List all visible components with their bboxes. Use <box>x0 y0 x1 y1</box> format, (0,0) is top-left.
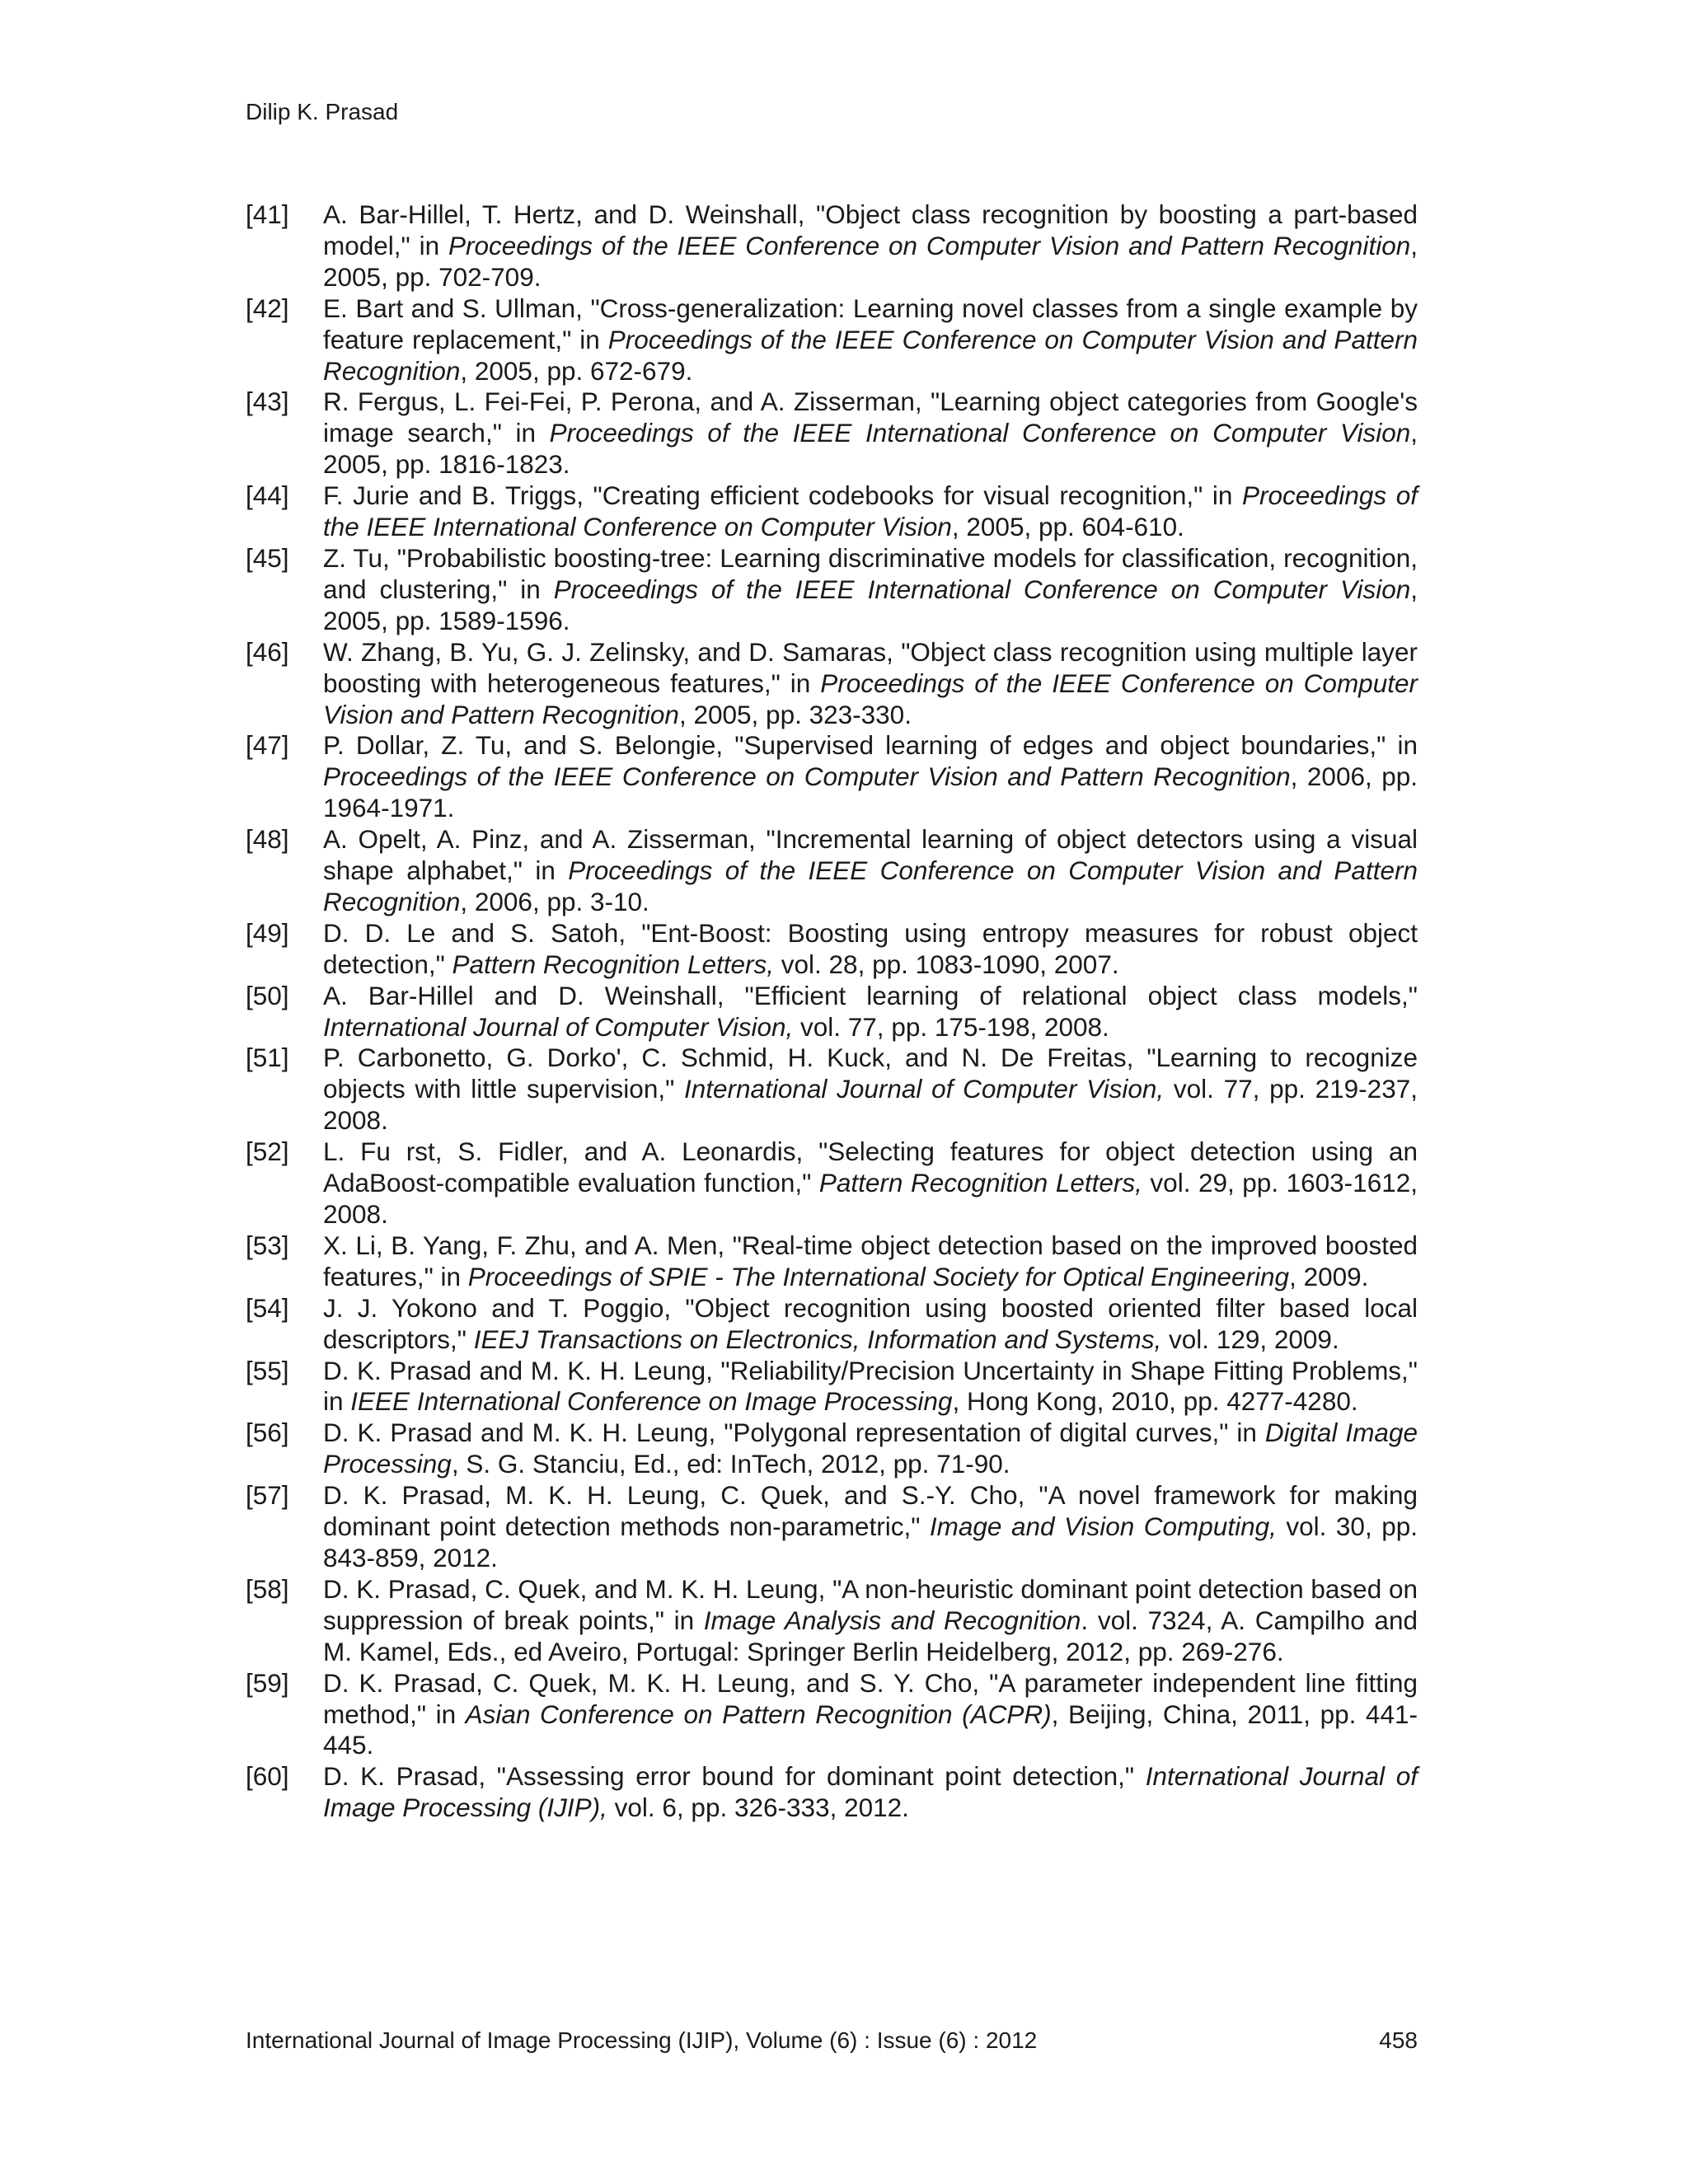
reference-venue: Proceedings of SPIE - The International Society for Optical Engineering <box>467 1261 1290 1291</box>
reference-details: , 2006, pp. 1964-1971. <box>323 762 1418 823</box>
reference-details: , 2005, pp. 604-610. <box>951 512 1184 542</box>
reference-item <box>246 1043 1418 1137</box>
reference-venue: Image and Vision Computing, <box>929 1511 1277 1542</box>
reference-authors-title: F. Jurie and B. Triggs, "Creating efficient codebooks for visual recognition," in <box>323 480 1243 511</box>
reference-text <box>323 1418 1418 1480</box>
reference-details: , 2006, pp. 3-10. <box>460 886 649 916</box>
reference-item <box>246 1230 1418 1293</box>
reference-item <box>246 1668 1418 1762</box>
reference-item <box>246 1480 1418 1574</box>
reference-item <box>246 981 1418 1043</box>
running-footer-journal: International Journal of Image Processing (IJIP), Volume (6) : Issue (6) : 2012 <box>246 2027 1038 2053</box>
reference-authors-title: D. K. Prasad, M. K. H. Leung, C. Quek, and S.-Y. Cho, "A novel framework for making dominant point detection methods non-parametric," <box>323 1480 1418 1542</box>
reference-number: [56] <box>246 1418 289 1448</box>
reference-venue: Proceedings of the IEEE Conference on Computer Vision and Pattern Recognition <box>323 668 1418 729</box>
reference-venue: Proceedings of the IEEE International Conference on Computer Vision <box>549 418 1411 448</box>
reference-authors-title: E. Bart and S. Ullman, "Cross-generalization: Learning novel classes from a single example by feature replacement," in <box>323 293 1418 354</box>
reference-authors-title: X. Li, B. Yang, F. Zhu, and A. Men, "Real-time object detection based on the improved boosted features," in <box>323 1230 1418 1291</box>
reference-text <box>323 1293 1418 1356</box>
reference-authors-title: D. D. Le and S. Satoh, "Ent-Boost: Boosting using entropy measures for robust object detection," <box>323 917 1418 979</box>
reference-details: , Hong Kong, 2010, pp. 4277-4280. <box>952 1386 1358 1417</box>
reference-list <box>246 199 1418 1824</box>
reference-text <box>323 1137 1418 1230</box>
reference-item <box>246 1137 1418 1230</box>
reference-details: vol. 29, pp. 1603-1612, 2008. <box>323 1168 1418 1229</box>
reference-item <box>246 480 1418 543</box>
reference-number: [58] <box>246 1573 289 1604</box>
reference-venue: Proceedings of the IEEE International Conference on Computer Vision <box>323 480 1418 542</box>
reference-number: [45] <box>246 542 289 573</box>
reference-details: vol. 30, pp. 843-859, 2012. <box>323 1511 1418 1572</box>
reference-number: [51] <box>246 1043 289 1073</box>
reference-item <box>246 824 1418 918</box>
reference-number: [47] <box>246 730 289 761</box>
reference-number: [42] <box>246 293 289 323</box>
reference-item <box>246 1761 1418 1824</box>
reference-number: [49] <box>246 917 289 948</box>
reference-text <box>323 730 1418 824</box>
reference-number: [57] <box>246 1480 289 1511</box>
reference-text <box>323 637 1418 731</box>
reference-number: [44] <box>246 480 289 511</box>
reference-authors-title: R. Fergus, L. Fei-Fei, P. Perona, and A. Zisserman, "Learning object categories from Google's image search," in <box>323 387 1418 448</box>
reference-authors-title: D. K. Prasad, C. Quek, M. K. H. Leung, and S. Y. Cho, "A parameter independent line fitting method," in <box>323 1667 1418 1729</box>
reference-authors-title: Z. Tu, "Probabilistic boosting-tree: Learning discriminative models for classification, recognition, and clustering," in <box>323 542 1418 604</box>
reference-text <box>323 543 1418 637</box>
reference-venue: IEEE International Conference on Image Processing <box>350 1386 953 1417</box>
reference-authors-title: P. Dollar, Z. Tu, and S. Belongie, "Supervised learning of edges and object boundaries," in <box>323 730 1418 761</box>
reference-number: [59] <box>246 1667 289 1698</box>
reference-text <box>323 1230 1418 1293</box>
reference-details: , Beijing, China, 2011, pp. 441-445. <box>323 1699 1418 1760</box>
reference-number: [55] <box>246 1355 289 1385</box>
reference-authors-title: A. Bar-Hillel and D. Weinshall, "Efficient learning of relational object class models," <box>323 980 1418 1010</box>
reference-item <box>246 199 1418 293</box>
page-number: 458 <box>1379 2027 1418 2053</box>
reference-authors-title: D. K. Prasad and M. K. H. Leung, "Reliability/Precision Uncertainty in Shape Fitting Problems," in <box>323 1355 1418 1417</box>
reference-item <box>246 387 1418 480</box>
reference-details: , 2005, pp. 323-330. <box>678 699 912 729</box>
reference-authors-title: D. K. Prasad and M. K. H. Leung, "Polygonal representation of digital curves," in <box>323 1418 1265 1448</box>
reference-text <box>323 480 1418 543</box>
reference-venue: Proceedings of the IEEE Conference on Computer Vision and Pattern Recognition <box>323 855 1418 916</box>
reference-venue: International Journal of Image Processing (IJIP), <box>323 1761 1418 1823</box>
reference-venue: International Journal of Computer Vision, <box>684 1074 1165 1104</box>
reference-authors-title: L. Fu rst, S. Fidler, and A. Leonardis, "Selecting features for object detection using an AdaBoost-compatible evaluation function," <box>323 1137 1418 1198</box>
reference-item <box>246 1356 1418 1418</box>
reference-authors-title: J. J. Yokono and T. Poggio, "Object recognition using boosted oriented filter based local descriptors," <box>323 1292 1418 1354</box>
reference-authors-title: D. K. Prasad, C. Quek, and M. K. H. Leung, "A non-heuristic dominant point detection based on suppression of break points," in <box>323 1573 1418 1635</box>
reference-text <box>323 387 1418 480</box>
reference-number: [60] <box>246 1761 289 1792</box>
reference-authors-title: A. Bar-Hillel, T. Hertz, and D. Weinshall, "Object class recognition by boosting a part-based model," in <box>323 199 1418 260</box>
reference-text <box>323 1043 1418 1137</box>
reference-details: , 2005, pp. 672-679. <box>460 355 693 386</box>
reference-authors-title: W. Zhang, B. Yu, G. J. Zelinsky, and D. Samaras, "Object class recognition using multiple layer boosting with heterogeneous features," in <box>323 636 1418 698</box>
reference-text <box>323 918 1418 981</box>
reference-item <box>246 1574 1418 1668</box>
reference-number: [43] <box>246 387 289 417</box>
reference-details: , 2009. <box>1289 1261 1369 1291</box>
reference-details: vol. 77, pp. 219-237, 2008. <box>323 1074 1418 1136</box>
reference-item <box>246 1418 1418 1480</box>
reference-venue: IEEJ Transactions on Electronics, Information and Systems, <box>473 1324 1162 1354</box>
reference-number: [50] <box>246 980 289 1010</box>
reference-item <box>246 543 1418 637</box>
reference-venue: Pattern Recognition Letters, <box>818 1168 1142 1198</box>
reference-authors-title: D. K. Prasad, "Assessing error bound for dominant point detection," <box>323 1761 1146 1792</box>
reference-venue: Digital Image Processing <box>323 1418 1418 1479</box>
reference-details: vol. 6, pp. 326-333, 2012. <box>607 1793 909 1823</box>
reference-venue: Proceedings of the IEEE Conference on Computer Vision and Pattern Recognition <box>323 324 1418 386</box>
reference-text <box>323 1480 1418 1574</box>
reference-venue: Proceedings of the IEEE Conference on Computer Vision and Pattern Recognition <box>448 230 1411 260</box>
reference-item <box>246 1293 1418 1356</box>
reference-text <box>323 1668 1418 1762</box>
reference-item <box>246 918 1418 981</box>
reference-text <box>323 199 1418 293</box>
reference-text <box>323 824 1418 918</box>
reference-authors-title: A. Opelt, A. Pinz, and A. Zisserman, "Incremental learning of object detectors using a visual shape alphabet," in <box>323 824 1418 886</box>
reference-details: , 2005, pp. 1589-1596. <box>323 574 1418 635</box>
reference-number: [46] <box>246 636 289 667</box>
reference-text <box>323 1356 1418 1418</box>
reference-venue: Proceedings of the IEEE International Conference on Computer Vision <box>553 574 1411 604</box>
reference-venue: International Journal of Computer Vision, <box>323 1011 794 1042</box>
reference-item <box>246 293 1418 387</box>
reference-number: [48] <box>246 824 289 855</box>
reference-venue: Pattern Recognition Letters, <box>452 949 775 979</box>
reference-authors-title: P. Carbonetto, G. Dorko', C. Schmid, H. Kuck, and N. De Freitas, "Learning to recognize objects with little supervision," <box>323 1043 1418 1104</box>
reference-number: [53] <box>246 1230 289 1260</box>
reference-details: , S. G. Stanciu, Ed., ed: InTech, 2012, pp. 71-90. <box>451 1449 1010 1479</box>
reference-text <box>323 293 1418 387</box>
reference-number: [52] <box>246 1137 289 1167</box>
reference-details: vol. 28, pp. 1083-1090, 2007. <box>774 949 1119 979</box>
reference-details: vol. 77, pp. 175-198, 2008. <box>793 1011 1109 1042</box>
reference-venue: Asian Conference on Pattern Recognition (ACPR) <box>465 1699 1052 1729</box>
reference-venue: Image Analysis and Recognition <box>703 1605 1081 1635</box>
running-header-author: Dilip K. Prasad <box>246 99 399 124</box>
reference-item <box>246 637 1418 731</box>
reference-text <box>323 981 1418 1043</box>
reference-venue: Proceedings of the IEEE Conference on Computer Vision and Pattern Recognition <box>323 762 1291 792</box>
reference-details: . vol. 7324, A. Campilho and M. Kamel, Eds., ed Aveiro, Portugal: Springer Berlin Heidelberg, 2012, pp. 269-276. <box>323 1605 1418 1666</box>
reference-text <box>323 1574 1418 1668</box>
reference-details: , 2005, pp. 702-709. <box>323 230 1418 292</box>
reference-number: [41] <box>246 199 289 229</box>
reference-details: , 2005, pp. 1816-1823. <box>323 418 1418 480</box>
reference-item <box>246 730 1418 824</box>
reference-number: [54] <box>246 1292 289 1323</box>
reference-details: vol. 129, 2009. <box>1161 1324 1339 1354</box>
reference-text <box>323 1761 1418 1824</box>
